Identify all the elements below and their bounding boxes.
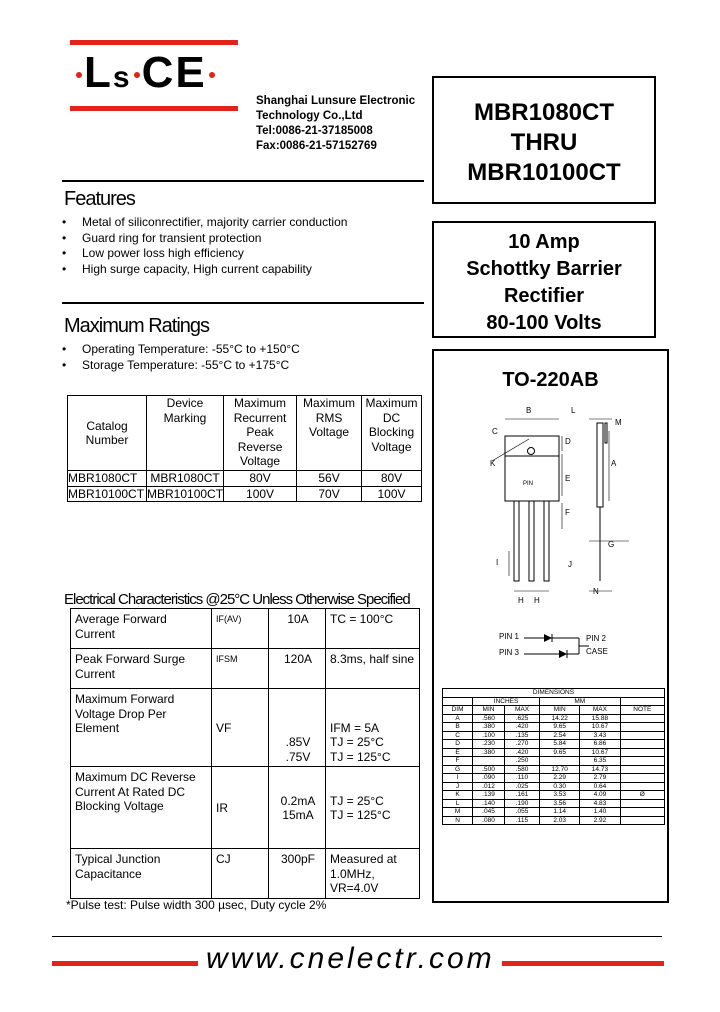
table-cell: .270: [504, 740, 539, 749]
ratings-table: [67, 395, 422, 502]
logo-dot-mid: [134, 72, 140, 78]
table-cell: .045: [473, 808, 505, 817]
table-cell: [620, 774, 664, 783]
table-cell: [620, 697, 664, 706]
table-cell: 4.83: [580, 799, 620, 808]
table-cell: 3.56: [540, 799, 580, 808]
table-row: [443, 748, 665, 757]
condition-cell: 8.3ms, half sine: [326, 649, 420, 689]
pulse-note: *Pulse test: Pulse width 300 µsec, Duty cycle 2%: [66, 898, 327, 912]
table-cell: .115: [504, 816, 539, 825]
table-cell: I: [443, 774, 473, 783]
table-cell: 6.86: [580, 740, 620, 749]
desc-current: 10 Amp: [508, 231, 580, 253]
part-number-from: MBR1080CT: [473, 99, 615, 126]
case-label: CASE: [586, 647, 608, 656]
footer-red-line-right: [502, 961, 664, 966]
logo-bottom-bar: [70, 106, 238, 111]
dim-label-pin: PIN: [523, 481, 534, 487]
logo-top-bar: [70, 40, 238, 45]
table-row: [71, 649, 420, 689]
condition-cell: Measured at 1.0MHz, VR=4.0V: [326, 849, 420, 899]
table-cell: 9.65: [540, 748, 580, 757]
part-title-box: [432, 76, 656, 204]
table-cell: [620, 714, 664, 723]
part-thru: THRU: [510, 129, 578, 156]
table-cell: .580: [504, 765, 539, 774]
table-row: [443, 689, 665, 698]
table-cell: .625: [504, 714, 539, 723]
table-row: [68, 471, 422, 487]
table-cell: 2.79: [580, 774, 620, 783]
table-cell: K: [443, 791, 473, 800]
col-marking: Device Marking: [147, 396, 224, 471]
logo-letter-s: s: [112, 61, 132, 94]
table-cell: .161: [504, 791, 539, 800]
part-number-to: MBR10100CT: [467, 159, 621, 186]
table-cell: [620, 731, 664, 740]
table-cell: E: [443, 748, 473, 757]
table-cell: .380: [473, 748, 505, 757]
table-cell: 0.64: [580, 782, 620, 791]
table-cell: D: [443, 740, 473, 749]
table-cell: [620, 816, 664, 825]
table-cell: 5.84: [540, 740, 580, 749]
table-cell: L: [443, 799, 473, 808]
dim-label-l: L: [571, 406, 576, 415]
param-cell: Maximum Forward Voltage Drop Per Element: [71, 689, 212, 767]
company-name: Shanghai Lunsure Electronic: [256, 95, 416, 107]
table-cell: 2.29: [540, 774, 580, 783]
table-row: [443, 765, 665, 774]
table-cell: MBR1080CT: [68, 471, 147, 487]
table-cell: .190: [504, 799, 539, 808]
col-dim: DIM: [443, 706, 473, 715]
dim-label-i: I: [496, 558, 499, 567]
table-cell: F: [443, 757, 473, 766]
value-cell: .85V .75V: [269, 689, 326, 767]
value-cell: 300pF: [269, 849, 326, 899]
table-row: [443, 731, 665, 740]
dim-label-e: E: [565, 474, 571, 483]
table-row: [71, 609, 420, 649]
table-cell: [620, 799, 664, 808]
table-cell: B: [443, 723, 473, 732]
table-cell: 56V: [297, 471, 362, 487]
col-vrms: Maximum RMS Voltage: [297, 396, 362, 471]
features-list: [62, 215, 347, 277]
desc-device: Rectifier: [503, 285, 585, 307]
table-cell: .012: [473, 782, 505, 791]
dim-label-h2: H: [534, 596, 540, 605]
table-cell: 10.67: [580, 748, 620, 757]
max-ratings-list: [62, 342, 300, 373]
list-item: • Storage Temperature: -55°C to +175°C: [62, 358, 300, 374]
value-cell: 0.2mA 15mA: [269, 767, 326, 849]
table-cell: A: [443, 714, 473, 723]
table-cell: .100: [473, 731, 505, 740]
value-cell: 10A: [269, 609, 326, 649]
table-row: [443, 799, 665, 808]
table-cell: [443, 697, 473, 706]
table-cell: .140: [473, 799, 505, 808]
table-cell: 15.88: [580, 714, 620, 723]
table-cell: C: [443, 731, 473, 740]
table-cell: .080: [473, 816, 505, 825]
dim-label-b: B: [526, 406, 532, 415]
table-cell: 9.65: [540, 723, 580, 732]
electrical-table: [70, 608, 420, 899]
pin-2-label: PIN 2: [586, 634, 607, 643]
table-cell: [620, 723, 664, 732]
table-cell: [620, 757, 664, 766]
table-row: [443, 723, 665, 732]
table-cell: 80V: [362, 471, 422, 487]
symbol-cell: IR: [212, 767, 269, 849]
table-cell: .420: [504, 748, 539, 757]
dim-label-n: N: [593, 587, 599, 596]
table-cell: 70V: [297, 486, 362, 502]
table-cell: .230: [473, 740, 505, 749]
list-item: • Guard ring for transient protection: [62, 231, 347, 247]
description-box: [432, 221, 656, 338]
table-row: [443, 808, 665, 817]
table-row: [443, 791, 665, 800]
table-cell: MBR10100CT: [147, 486, 224, 501]
condition-cell: IFM = 5A TJ = 25°C TJ = 125°C: [326, 689, 420, 767]
dim-label-a: A: [611, 459, 617, 468]
table-cell: J: [443, 782, 473, 791]
dim-label-j: J: [568, 560, 572, 569]
table-cell: 100V: [362, 486, 422, 502]
dimension-rows: [443, 714, 665, 825]
pin-1-label: PIN 1: [499, 632, 520, 641]
features-heading: Features: [64, 188, 135, 210]
table-cell: .250: [504, 757, 539, 766]
package-box: [432, 349, 669, 903]
col-vdc: Maximum DC Blocking Voltage: [362, 396, 422, 471]
list-item: • Operating Temperature: -55°C to +150°C: [62, 342, 300, 358]
table-cell: 14.22: [540, 714, 580, 723]
table-cell: N: [443, 816, 473, 825]
col-vrrm: Maximum Recurrent Peak Reverse Voltage: [224, 396, 297, 471]
table-cell: 100V: [224, 486, 297, 502]
col-in-max: MAX: [504, 706, 539, 715]
table-cell: 2.03: [540, 816, 580, 825]
col-mm-max: MAX: [580, 706, 620, 715]
col-in-min: MIN: [473, 706, 505, 715]
table-row: [443, 774, 665, 783]
table-cell: .500: [473, 765, 505, 774]
table-cell: 2.54: [540, 731, 580, 740]
company-fax: Fax:0086-21-57152769: [256, 140, 377, 152]
table-cell: MBR10100CT: [68, 486, 147, 502]
divider-top: [62, 180, 424, 182]
list-item: • Metal of siliconrectifier, majority carrier conduction: [62, 215, 347, 231]
package-name: TO-220AB: [502, 369, 599, 391]
value-cell: 120A: [269, 649, 326, 689]
table-row: [443, 714, 665, 723]
logo-letter-l: L: [84, 48, 113, 97]
dimensions-title: DIMENSIONS: [443, 689, 665, 698]
table-row: [68, 486, 422, 502]
dim-label-c: C: [492, 427, 498, 436]
pin-3-label: PIN 3: [499, 648, 520, 657]
company-name-2: Technology Co.,Ltd: [256, 110, 363, 122]
condition-cell: TJ = 25°C TJ = 125°C: [326, 767, 420, 849]
table-row: [443, 757, 665, 766]
table-row: [443, 697, 665, 706]
table-row: [443, 816, 665, 825]
table-cell: 1.14: [540, 808, 580, 817]
table-cell: 14.73: [580, 765, 620, 774]
table-cell: 0.30: [540, 782, 580, 791]
table-cell: Ø: [620, 791, 664, 800]
table-cell: 10.67: [580, 723, 620, 732]
company-info: [256, 94, 415, 154]
dim-label-f: F: [565, 508, 570, 517]
col-catalog: Catalog Number: [68, 396, 147, 471]
logo-dot-left: [76, 72, 82, 78]
group-inches: INCHES: [473, 697, 540, 706]
table-cell: 3.53: [540, 791, 580, 800]
table-cell: 80V: [224, 471, 297, 487]
symbol-cell: VF: [212, 689, 269, 767]
table-row: [71, 849, 420, 899]
symbol-cell: IF(AV): [212, 609, 269, 649]
list-item: • Low power loss high efficiency: [62, 246, 347, 262]
table-cell: 1.40: [580, 808, 620, 817]
table-cell: 2.92: [580, 816, 620, 825]
desc-voltage: 80-100 Volts: [486, 312, 602, 334]
param-cell: Typical Junction Capacitance: [71, 849, 212, 899]
dim-label-g: G: [608, 540, 615, 549]
list-item: • High surge capacity, High current capability: [62, 262, 347, 278]
col-mm-min: MIN: [540, 706, 580, 715]
table-cell: .090: [473, 774, 505, 783]
table-cell: .139: [473, 791, 505, 800]
param-cell: Average Forward Current: [71, 609, 212, 649]
table-header-row: [68, 396, 422, 471]
table-cell: .420: [504, 723, 539, 732]
symbol-cell: CJ: [212, 849, 269, 899]
footer-thin-line: [52, 936, 662, 937]
dim-label-m: M: [615, 418, 622, 427]
divider-mid: [62, 302, 424, 304]
table-cell: .560: [473, 714, 505, 723]
table-cell: [620, 748, 664, 757]
symbol-cell: IFSM: [212, 649, 269, 689]
max-ratings-heading: Maximum Ratings: [64, 315, 210, 337]
desc-type: Schottky Barrier: [466, 258, 622, 280]
company-logo: [74, 48, 217, 98]
footer-url[interactable]: www.cnelectr.com: [206, 942, 495, 975]
condition-cell: TC = 100°C: [326, 609, 420, 649]
table-cell: [540, 757, 580, 766]
dim-label-h1: H: [518, 596, 524, 605]
dimensions-table: [442, 688, 665, 825]
logo-dot-right: [209, 72, 215, 78]
table-cell: [620, 808, 664, 817]
table-cell: .110: [504, 774, 539, 783]
table-row: [443, 740, 665, 749]
group-mm: MM: [540, 697, 621, 706]
company-tel: Tel:0086-21-37185008: [256, 125, 373, 137]
table-cell: [473, 757, 505, 766]
table-cell: 12.70: [540, 765, 580, 774]
footer-red-line-left: [52, 961, 198, 966]
table-cell: .135: [504, 731, 539, 740]
table-cell: 4.09: [580, 791, 620, 800]
table-cell: .025: [504, 782, 539, 791]
dim-label-d: D: [565, 437, 571, 446]
param-cell: Peak Forward Surge Current: [71, 649, 212, 689]
table-cell: [620, 782, 664, 791]
logo-letters-ce: CE: [141, 48, 207, 97]
table-row: [443, 782, 665, 791]
table-cell: M: [443, 808, 473, 817]
table-cell: MBR1080CT: [147, 471, 224, 487]
table-cell: [620, 765, 664, 774]
table-cell: .380: [473, 723, 505, 732]
param-cell: Maximum DC Reverse Current At Rated DC Blocking Voltage: [71, 767, 212, 849]
table-cell: [620, 740, 664, 749]
table-row: [71, 689, 420, 767]
table-cell: .055: [504, 808, 539, 817]
table-cell: 6.35: [580, 757, 620, 766]
col-note: NOTE: [620, 706, 664, 715]
dim-label-k: K: [490, 459, 496, 468]
pin-diagram: [434, 631, 667, 671]
table-header-row: [443, 706, 665, 715]
table-row: [71, 767, 420, 849]
table-cell: G: [443, 765, 473, 774]
table-cell: 3.43: [580, 731, 620, 740]
electrical-heading: Electrical Characteristics @25°C Unless Otherwise Specified: [64, 591, 410, 608]
